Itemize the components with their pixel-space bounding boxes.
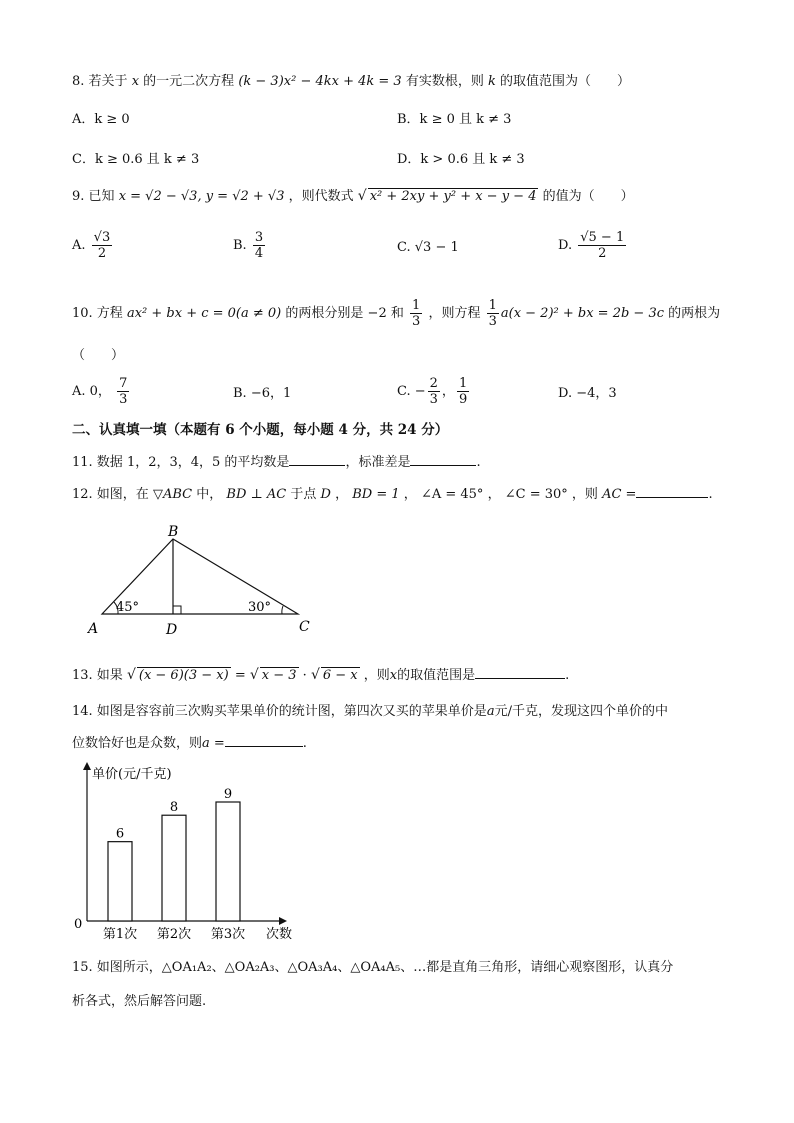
q13-blank-range[interactable] [475, 664, 565, 679]
y-axis-label: 单价(元/千克) [92, 767, 172, 782]
label-b: B [168, 525, 179, 540]
q8-option-a: A．k ≥ 0 [72, 112, 130, 127]
q10-c-sep: ， [441, 384, 455, 399]
bar-value-label-2: 8 [169, 800, 179, 816]
q12-angle-c: ∠C = 30° [504, 487, 568, 502]
q8-text-2: 的一元二次方程 [143, 74, 235, 89]
category-label-1: 第1次 [102, 927, 138, 942]
q12-text-7: ，则 [571, 487, 598, 502]
question-15-line-1: 15. 如图所示，△OA₁A₂、△OA₂A₃、△OA₃A₄、△OA₄A₅、…都是直角三角形，请细心观察图形，认真分 [72, 960, 674, 975]
bar-1 [108, 842, 132, 921]
q10-equation-1: ax² + bx + c = 0(a ≠ 0) [126, 306, 282, 321]
bar-value-label-1: 6 [115, 826, 125, 842]
q14-text-4: . [302, 736, 307, 751]
q11-text-2: ，标准差是 [345, 455, 411, 470]
right-angle-mark [173, 606, 181, 614]
q8-var-k: k [488, 74, 496, 89]
q10-text-3: ，则方程 [428, 306, 481, 321]
q12-text-6: ， [487, 487, 501, 502]
q8-text-1: 8. 若关于 [72, 74, 128, 89]
q13-equals: = [230, 668, 250, 683]
question-14-line-1 [72, 702, 668, 722]
q11-text-1: 11. 数据 1，2，3，4，5 的平均数是 [72, 455, 290, 470]
q13-dot: · [298, 668, 311, 683]
q10-frac1-num: 1 [412, 298, 421, 313]
q11-blank-mean[interactable] [289, 451, 345, 466]
q12-text-1: 12. 如图，在 [72, 487, 149, 502]
q9-d-num: √5 − 1 [580, 230, 625, 245]
q14-text-3: 位数恰好也是众数，则 [72, 736, 203, 751]
q12-text-2: 中， [196, 487, 223, 502]
q10-c-num1: 2 [429, 376, 438, 391]
q9-option-a [72, 230, 114, 261]
q14-blank-a[interactable] [225, 732, 303, 747]
q9-a-den: 2 [97, 246, 107, 261]
q10-fraction-2 [487, 298, 499, 329]
q9-d-fraction [578, 230, 626, 261]
q10-option-b: B. −6，1 [233, 386, 292, 401]
q12-ac: AC = [602, 487, 637, 502]
q14-bar-chart [70, 758, 310, 946]
label-a: A [88, 621, 99, 637]
q8-option-c: C．k ≥ 0.6 且 k ≠ 3 [72, 152, 200, 167]
q9-c-label: C. [397, 240, 411, 255]
q10-frac2-den: 3 [488, 314, 497, 329]
q9-text-1: 9. 已知 [72, 189, 115, 204]
q8-equation: (k − 3)x² − 4kx + 4k = 3 [238, 74, 402, 89]
question-9-stem: 9. 已知 x = √2 − √3, y = √2 + √3 ，则代数式 √ x² + 2xy + y² + x − y − 4 的值为（ ） [72, 188, 634, 204]
q10-a-den: 3 [119, 392, 128, 407]
q12-blank-ac[interactable] [636, 483, 708, 498]
q9-b-num: 3 [254, 230, 264, 245]
q11-blank-std[interactable] [410, 451, 476, 466]
q10-c-fraction-1 [428, 376, 440, 407]
q14-a-equals: a = [202, 736, 225, 751]
q10-equation-2: a(x − 2)² + bx = 2b − 3c [500, 306, 665, 321]
q8-text-4: 的取值范围为（ ） [500, 74, 631, 89]
q10-c-den1: 3 [429, 392, 438, 407]
q13-var-x: x [389, 668, 398, 683]
q10-root-1: −2 [367, 306, 387, 321]
question-10-stem [72, 298, 720, 329]
q13-radicand-2: 6 − x [322, 668, 358, 683]
q9-a-label: A. [72, 238, 86, 253]
q9-a-fraction [92, 230, 113, 261]
q8-option-d: D．k > 0.6 且 k ≠ 3 [397, 152, 525, 167]
q12-text-3: 于点 [290, 487, 317, 502]
q10-c-fraction-2 [457, 376, 469, 407]
q10-text-2: 的两根分别是 [285, 306, 364, 321]
x-axis-label: 次数 [266, 927, 293, 942]
q8-var-x: x [131, 74, 140, 89]
q10-fraction-1 [410, 298, 422, 329]
q10-c-label: C. − [397, 384, 426, 399]
q10-text-4: 的两根为 [668, 306, 721, 321]
origin-label: 0 [74, 917, 83, 932]
q13-text-3: 的取值范围是 [397, 668, 476, 683]
q11-text-3: . [476, 455, 481, 470]
q10-a-num: 7 [119, 376, 128, 391]
bar-2 [162, 815, 186, 921]
q12-triangle-figure [80, 525, 320, 640]
q13-text-2: ，则 [363, 668, 390, 683]
q14-var-a: a [486, 704, 495, 719]
q9-option-d [558, 230, 628, 261]
label-c: C [299, 619, 310, 635]
label-d: D [166, 622, 178, 638]
q12-text-5: ， [403, 487, 417, 502]
q8-text-3: 有实数根，则 [405, 74, 484, 89]
question-11 [72, 451, 481, 473]
q10-c-num2: 1 [458, 376, 468, 391]
q12-angle-a: ∠A = 45° [420, 487, 484, 502]
q9-text-3: 的值为（ ） [542, 189, 634, 204]
q9-option-c [397, 238, 459, 258]
q10-option-d: D. −4，3 [558, 386, 617, 401]
q10-option-c [397, 376, 471, 407]
q10-paren: （ ） [72, 348, 125, 363]
q12-text-8: . [708, 487, 713, 502]
q13-lhs-radicand: (x − 6)(3 − x) [138, 668, 229, 683]
q9-option-b [233, 230, 267, 261]
q10-frac2-num: 1 [488, 298, 497, 313]
q12-bd: BD = 1 [352, 487, 400, 502]
q10-text-1: 10. 方程 [72, 306, 123, 321]
question-13: 13. 如果 √ (x − 6)(3 − x) = √ x − 3 · √ 6 − x ，则x的取值范围是 . [72, 664, 569, 686]
q14-text-2: 元/千克，发现这四个单价的中 [494, 704, 668, 719]
category-label-3: 第3次 [210, 927, 246, 942]
q10-a-fraction [117, 376, 129, 407]
question-14-line-2 [72, 732, 307, 754]
q9-b-den: 4 [254, 246, 264, 261]
q8-option-b: B．k ≥ 0 且 k ≠ 3 [397, 112, 512, 127]
angle-c-arc [282, 606, 283, 614]
q9-d-den: 2 [598, 246, 607, 261]
bar-3 [216, 802, 240, 921]
q10-c-den2: 9 [458, 392, 468, 407]
q12-text-4: ， [335, 487, 349, 502]
label-30-degrees: 30° [248, 600, 272, 615]
q13-text-4: . [565, 668, 570, 683]
bar-value-label-3: 9 [223, 787, 233, 802]
question-8-stem [72, 72, 630, 92]
q14-text-1: 14. 如图是容容前三次购买苹果单价的统计图，第四次又买的苹果单价是 [72, 704, 487, 719]
section-2-title: 二、认真填一填（本题有 6 个小题，每小题 4 分，共 24 分） [72, 422, 449, 438]
q9-text-2: ，则代数式 [288, 189, 354, 204]
q10-option-a [72, 376, 131, 407]
q12-triangle: ▽ABC [152, 487, 193, 502]
q13-radicand-1: x − 3 [261, 668, 297, 683]
question-12 [72, 483, 713, 505]
label-45-degrees: 45° [116, 600, 140, 615]
q9-radicand: x² + 2xy + y² + x − y − 4 [369, 189, 537, 204]
q10-a-label: A. 0， [72, 384, 111, 399]
q9-c-value: √3 − 1 [414, 240, 459, 255]
question-15-line-2: 析各式，然后解答问题. [72, 994, 207, 1009]
bar-group [103, 787, 245, 942]
q9-a-num: √3 [93, 230, 111, 245]
q9-b-fraction [253, 230, 265, 261]
category-label-2: 第2次 [156, 927, 192, 942]
q10-frac1-den: 3 [412, 314, 421, 329]
q12-point-d: D [320, 487, 331, 502]
q9-b-label: B. [233, 238, 247, 253]
q12-perp: BD ⊥ AC [226, 487, 287, 502]
q9-given: x = √2 − √3, y = √2 + √3 [118, 189, 285, 204]
q9-d-label: D. [558, 238, 573, 253]
q10-text-and: 和 [390, 306, 404, 321]
q13-text-1: 13. 如果 [72, 668, 123, 683]
